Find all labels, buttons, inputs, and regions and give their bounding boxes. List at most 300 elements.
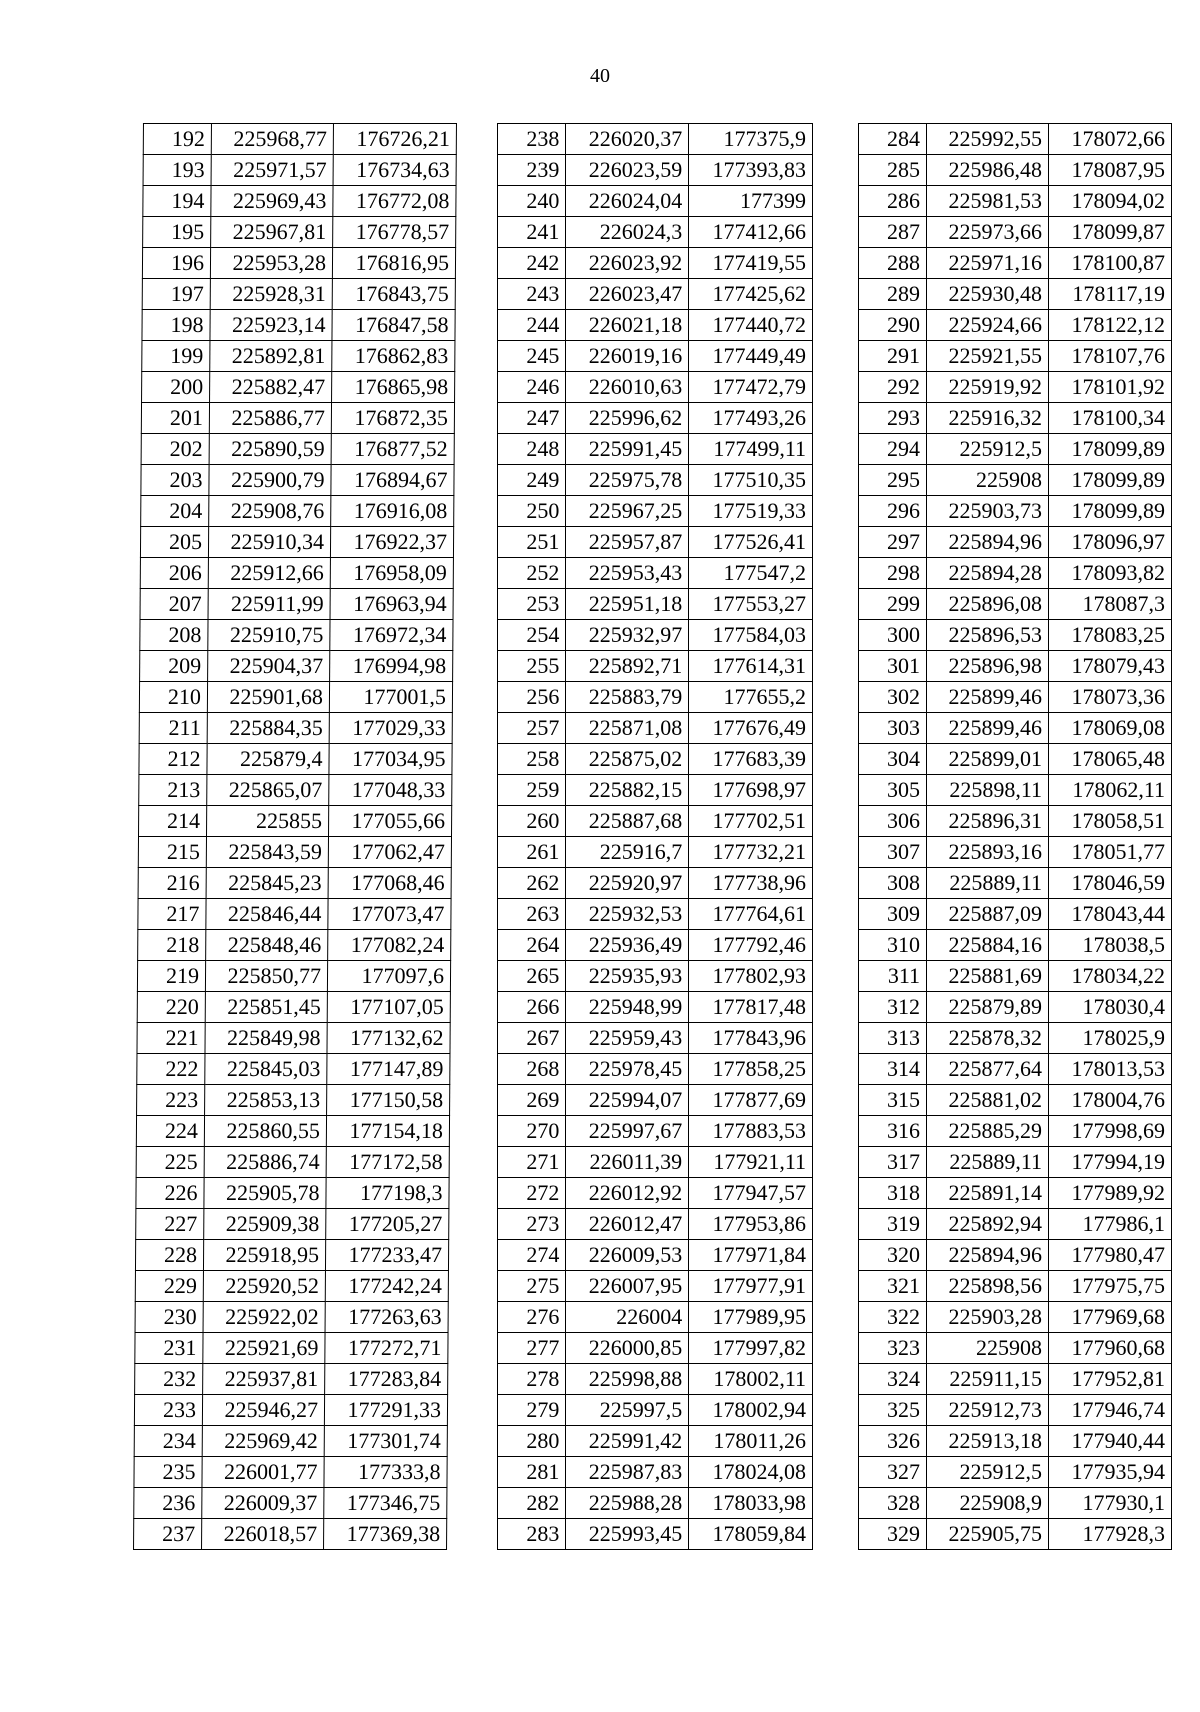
table-row [859, 868, 1172, 899]
y-coordinate-cell: 177472,79 [689, 372, 813, 403]
x-coordinate-cell: 225860,55 [204, 1116, 326, 1147]
x-coordinate-cell: 226023,59 [566, 155, 689, 186]
x-coordinate-cell: 225904,37 [208, 651, 330, 682]
table-row [498, 899, 813, 930]
table-row [141, 403, 454, 434]
table-row [859, 341, 1172, 372]
x-coordinate-cell: 226012,47 [566, 1209, 689, 1240]
table-row [139, 682, 452, 713]
x-coordinate-cell: 225908,76 [209, 496, 331, 527]
point-number-cell: 231 [135, 1333, 203, 1364]
table-row [498, 1023, 813, 1054]
table-row [141, 434, 454, 465]
point-number-cell: 272 [498, 1178, 566, 1209]
y-coordinate-cell: 177172,58 [326, 1147, 449, 1178]
table-row [859, 682, 1172, 713]
point-number-cell: 241 [498, 217, 566, 248]
y-coordinate-cell: 177877,69 [689, 1085, 813, 1116]
y-coordinate-cell: 176865,98 [332, 372, 455, 403]
table-row [142, 248, 455, 279]
table-row [859, 1147, 1172, 1178]
y-coordinate-cell: 177683,39 [689, 744, 813, 775]
coordinate-table-3 [858, 123, 1172, 1550]
point-number-cell: 247 [498, 403, 566, 434]
x-coordinate-cell: 225879,89 [927, 992, 1049, 1023]
point-number-cell: 281 [498, 1457, 566, 1488]
point-number-cell: 313 [859, 1023, 927, 1054]
point-number-cell: 317 [859, 1147, 927, 1178]
y-coordinate-cell: 177029,33 [329, 713, 452, 744]
y-coordinate-cell: 178033,98 [689, 1488, 813, 1519]
x-coordinate-cell: 225918,95 [203, 1240, 325, 1271]
point-number-cell: 291 [859, 341, 927, 372]
y-coordinate-cell: 177952,81 [1049, 1364, 1172, 1395]
point-number-cell: 296 [859, 496, 927, 527]
x-coordinate-cell: 226021,18 [566, 310, 689, 341]
table-row [137, 961, 450, 992]
y-coordinate-cell: 177698,97 [689, 775, 813, 806]
y-coordinate-cell: 178065,48 [1049, 744, 1172, 775]
point-number-cell: 288 [859, 248, 927, 279]
coordinate-table-1 [133, 123, 457, 1550]
point-number-cell: 198 [142, 310, 210, 341]
y-coordinate-cell: 176847,58 [332, 310, 455, 341]
table-row [498, 1209, 813, 1240]
table-row [136, 1147, 449, 1178]
y-coordinate-cell: 177986,1 [1049, 1209, 1172, 1240]
y-coordinate-cell: 178030,4 [1049, 992, 1172, 1023]
point-number-cell: 316 [859, 1116, 927, 1147]
point-number-cell: 239 [498, 155, 566, 186]
point-number-cell: 215 [138, 837, 206, 868]
point-number-cell: 225 [136, 1147, 204, 1178]
table-row [498, 496, 813, 527]
point-number-cell: 220 [137, 992, 205, 1023]
table-row [859, 1519, 1172, 1550]
point-number-cell: 304 [859, 744, 927, 775]
y-coordinate-cell: 177107,05 [327, 992, 450, 1023]
table-row [140, 651, 453, 682]
table-row [859, 1302, 1172, 1333]
point-number-cell: 293 [859, 403, 927, 434]
x-coordinate-cell: 225892,94 [927, 1209, 1049, 1240]
point-number-cell: 328 [859, 1488, 927, 1519]
point-number-cell: 221 [137, 1023, 205, 1054]
y-coordinate-cell: 177082,24 [328, 930, 451, 961]
y-coordinate-cell: 178043,44 [1049, 899, 1172, 930]
y-coordinate-cell: 178002,11 [689, 1364, 813, 1395]
x-coordinate-cell: 226019,16 [566, 341, 689, 372]
point-number-cell: 242 [498, 248, 566, 279]
x-coordinate-cell: 225892,71 [566, 651, 689, 682]
table-row [498, 1426, 813, 1457]
x-coordinate-cell: 225953,43 [566, 558, 689, 589]
point-number-cell: 311 [859, 961, 927, 992]
table-row [498, 744, 813, 775]
point-number-cell: 193 [143, 155, 211, 186]
table-row [498, 775, 813, 806]
y-coordinate-cell: 176877,52 [331, 434, 454, 465]
point-number-cell: 320 [859, 1240, 927, 1271]
table-row [859, 744, 1172, 775]
y-coordinate-cell: 177676,49 [689, 713, 813, 744]
y-coordinate-cell: 177263,63 [325, 1302, 448, 1333]
table-row [498, 1457, 813, 1488]
table-row [859, 620, 1172, 651]
table-row [137, 1023, 450, 1054]
y-coordinate-cell: 177440,72 [689, 310, 813, 341]
table-row [859, 930, 1172, 961]
x-coordinate-cell: 225948,99 [566, 992, 689, 1023]
x-coordinate-cell: 225898,11 [927, 775, 1049, 806]
table-row [498, 620, 813, 651]
y-coordinate-cell: 176958,09 [330, 558, 453, 589]
point-number-cell: 309 [859, 899, 927, 930]
point-number-cell: 197 [142, 279, 210, 310]
point-number-cell: 249 [498, 465, 566, 496]
y-coordinate-cell: 177764,61 [689, 899, 813, 930]
y-coordinate-cell: 177732,21 [689, 837, 813, 868]
table-row [859, 403, 1172, 434]
x-coordinate-cell: 225903,28 [927, 1302, 1049, 1333]
table-row [859, 124, 1172, 155]
table-row [498, 248, 813, 279]
coordinate-table-2 [497, 123, 813, 1550]
point-number-cell: 298 [859, 558, 927, 589]
x-coordinate-cell: 225893,16 [927, 837, 1049, 868]
y-coordinate-cell: 177997,82 [689, 1333, 813, 1364]
table-row [498, 837, 813, 868]
table-row [135, 1364, 448, 1395]
y-coordinate-cell: 176816,95 [332, 248, 455, 279]
x-coordinate-cell: 225896,98 [927, 651, 1049, 682]
y-coordinate-cell: 178073,36 [1049, 682, 1172, 713]
x-coordinate-cell: 225991,42 [566, 1426, 689, 1457]
y-coordinate-cell: 177068,46 [328, 868, 451, 899]
table-row [137, 1054, 450, 1085]
table-row [859, 837, 1172, 868]
point-number-cell: 259 [498, 775, 566, 806]
page-number: 40 [590, 65, 610, 87]
x-coordinate-cell: 225946,27 [202, 1395, 324, 1426]
x-coordinate-cell: 225905,78 [204, 1178, 326, 1209]
y-coordinate-cell: 177291,33 [324, 1395, 447, 1426]
point-number-cell: 234 [134, 1426, 202, 1457]
x-coordinate-cell: 225877,64 [927, 1054, 1049, 1085]
point-number-cell: 310 [859, 930, 927, 961]
y-coordinate-cell: 178034,22 [1049, 961, 1172, 992]
table-row [139, 744, 452, 775]
table-row [859, 1457, 1172, 1488]
x-coordinate-cell: 226023,47 [566, 279, 689, 310]
table-row [859, 775, 1172, 806]
x-coordinate-cell: 225920,52 [203, 1271, 325, 1302]
point-number-cell: 255 [498, 651, 566, 682]
y-coordinate-cell: 177154,18 [326, 1116, 449, 1147]
point-number-cell: 204 [141, 496, 209, 527]
y-coordinate-cell: 178099,89 [1049, 465, 1172, 496]
table-row [143, 124, 456, 155]
table-row [498, 527, 813, 558]
x-coordinate-cell: 225919,92 [927, 372, 1049, 403]
point-number-cell: 243 [498, 279, 566, 310]
point-number-cell: 207 [140, 589, 208, 620]
y-coordinate-cell: 177419,55 [689, 248, 813, 279]
x-coordinate-cell: 225921,69 [203, 1333, 325, 1364]
y-coordinate-cell: 178099,89 [1049, 496, 1172, 527]
table-row [140, 589, 453, 620]
x-coordinate-cell: 225901,68 [207, 682, 329, 713]
x-coordinate-cell: 225957,87 [566, 527, 689, 558]
x-coordinate-cell: 225905,75 [927, 1519, 1049, 1550]
table-row [859, 961, 1172, 992]
y-coordinate-cell: 177272,71 [325, 1333, 448, 1364]
x-coordinate-cell: 225908 [927, 1333, 1049, 1364]
table-row [140, 620, 453, 651]
x-coordinate-cell: 225850,77 [205, 961, 327, 992]
table-row [859, 899, 1172, 930]
table-row [498, 1302, 813, 1333]
x-coordinate-cell: 225967,81 [211, 217, 333, 248]
x-coordinate-cell: 225913,18 [927, 1426, 1049, 1457]
table-row [498, 155, 813, 186]
y-coordinate-cell: 178117,19 [1049, 279, 1172, 310]
x-coordinate-cell: 225912,5 [927, 434, 1049, 465]
x-coordinate-cell: 225969,42 [202, 1426, 324, 1457]
y-coordinate-cell: 178094,02 [1049, 186, 1172, 217]
x-coordinate-cell: 225896,53 [927, 620, 1049, 651]
table-row [138, 837, 451, 868]
point-number-cell: 261 [498, 837, 566, 868]
y-coordinate-cell: 177048,33 [329, 775, 452, 806]
x-coordinate-cell: 226004 [566, 1302, 689, 1333]
point-number-cell: 279 [498, 1395, 566, 1426]
table-row [498, 1519, 813, 1550]
point-number-cell: 214 [139, 806, 207, 837]
table-row [859, 248, 1172, 279]
point-number-cell: 203 [141, 465, 209, 496]
x-coordinate-cell: 225900,79 [209, 465, 331, 496]
y-coordinate-cell: 176894,67 [331, 465, 454, 496]
point-number-cell: 305 [859, 775, 927, 806]
x-coordinate-cell: 225890,59 [209, 434, 331, 465]
y-coordinate-cell: 177519,33 [689, 496, 813, 527]
table-row [859, 279, 1172, 310]
y-coordinate-cell: 177001,5 [329, 682, 452, 713]
y-coordinate-cell: 177301,74 [324, 1426, 447, 1457]
table-row [498, 310, 813, 341]
table-row [139, 775, 452, 806]
table-row [498, 124, 813, 155]
point-number-cell: 254 [498, 620, 566, 651]
x-coordinate-cell: 226009,37 [202, 1488, 324, 1519]
table-row [143, 186, 456, 217]
x-coordinate-cell: 225996,62 [566, 403, 689, 434]
point-number-cell: 308 [859, 868, 927, 899]
y-coordinate-cell: 177930,1 [1049, 1488, 1172, 1519]
x-coordinate-cell: 225923,14 [210, 310, 332, 341]
y-coordinate-cell: 176916,08 [331, 496, 454, 527]
y-coordinate-cell: 177346,75 [324, 1488, 447, 1519]
y-coordinate-cell: 177802,93 [689, 961, 813, 992]
point-number-cell: 326 [859, 1426, 927, 1457]
point-number-cell: 273 [498, 1209, 566, 1240]
y-coordinate-cell: 177526,41 [689, 527, 813, 558]
table-row [135, 1302, 448, 1333]
table-row [498, 806, 813, 837]
y-coordinate-cell: 177150,58 [327, 1085, 450, 1116]
point-number-cell: 274 [498, 1240, 566, 1271]
y-coordinate-cell: 178024,08 [689, 1457, 813, 1488]
x-coordinate-cell: 225991,45 [566, 434, 689, 465]
point-number-cell: 201 [141, 403, 209, 434]
y-coordinate-cell: 178100,34 [1049, 403, 1172, 434]
x-coordinate-cell: 225884,16 [927, 930, 1049, 961]
y-coordinate-cell: 178002,94 [689, 1395, 813, 1426]
point-number-cell: 323 [859, 1333, 927, 1364]
y-coordinate-cell: 177399 [689, 186, 813, 217]
y-coordinate-cell: 176726,21 [333, 124, 456, 155]
table-row [136, 1116, 449, 1147]
table-row [138, 868, 451, 899]
y-coordinate-cell: 178096,97 [1049, 527, 1172, 558]
table-row [134, 1519, 447, 1550]
point-number-cell: 324 [859, 1364, 927, 1395]
x-coordinate-cell: 226007,95 [566, 1271, 689, 1302]
x-coordinate-cell: 226011,39 [566, 1147, 689, 1178]
x-coordinate-cell: 225910,75 [208, 620, 330, 651]
point-number-cell: 283 [498, 1519, 566, 1550]
y-coordinate-cell: 178025,9 [1049, 1023, 1172, 1054]
y-coordinate-cell: 177062,47 [328, 837, 451, 868]
x-coordinate-cell: 225912,5 [927, 1457, 1049, 1488]
table-row [136, 1178, 449, 1209]
y-coordinate-cell: 178087,3 [1049, 589, 1172, 620]
x-coordinate-cell: 225882,15 [566, 775, 689, 806]
y-coordinate-cell: 176778,57 [333, 217, 456, 248]
point-number-cell: 230 [135, 1302, 203, 1333]
table-row [498, 1147, 813, 1178]
table-row [142, 372, 455, 403]
x-coordinate-cell: 225845,03 [205, 1054, 327, 1085]
x-coordinate-cell: 225998,88 [566, 1364, 689, 1395]
x-coordinate-cell: 225912,66 [208, 558, 330, 589]
x-coordinate-cell: 225924,66 [927, 310, 1049, 341]
x-coordinate-cell: 225908,9 [927, 1488, 1049, 1519]
y-coordinate-cell: 178072,66 [1049, 124, 1172, 155]
x-coordinate-cell: 225886,77 [209, 403, 331, 434]
x-coordinate-cell: 225889,11 [927, 868, 1049, 899]
x-coordinate-cell: 225899,46 [927, 682, 1049, 713]
point-number-cell: 224 [136, 1116, 204, 1147]
y-coordinate-cell: 177817,48 [689, 992, 813, 1023]
point-number-cell: 271 [498, 1147, 566, 1178]
point-number-cell: 238 [498, 124, 566, 155]
x-coordinate-cell: 225899,01 [927, 744, 1049, 775]
table-row [498, 1333, 813, 1364]
y-coordinate-cell: 178101,92 [1049, 372, 1172, 403]
table-row [859, 992, 1172, 1023]
point-number-cell: 312 [859, 992, 927, 1023]
x-coordinate-cell: 226010,63 [566, 372, 689, 403]
y-coordinate-cell: 178011,26 [689, 1426, 813, 1457]
x-coordinate-cell: 225898,56 [927, 1271, 1049, 1302]
table-row [140, 527, 453, 558]
table-row [138, 899, 451, 930]
table-row [498, 1395, 813, 1426]
point-number-cell: 245 [498, 341, 566, 372]
x-coordinate-cell: 225987,83 [566, 1457, 689, 1488]
x-coordinate-cell: 225846,44 [206, 899, 328, 930]
y-coordinate-cell: 177980,47 [1049, 1240, 1172, 1271]
x-coordinate-cell: 225843,59 [206, 837, 328, 868]
y-coordinate-cell: 177975,75 [1049, 1271, 1172, 1302]
table-row [141, 496, 454, 527]
table-row [859, 1426, 1172, 1457]
point-number-cell: 235 [134, 1457, 202, 1488]
point-number-cell: 299 [859, 589, 927, 620]
x-coordinate-cell: 225986,48 [927, 155, 1049, 186]
x-coordinate-cell: 225881,69 [927, 961, 1049, 992]
table-row [135, 1333, 448, 1364]
y-coordinate-cell: 177935,94 [1049, 1457, 1172, 1488]
point-number-cell: 275 [498, 1271, 566, 1302]
table-row [859, 372, 1172, 403]
table-row [141, 465, 454, 496]
x-coordinate-cell: 225885,29 [927, 1116, 1049, 1147]
x-coordinate-cell: 225851,45 [205, 992, 327, 1023]
point-number-cell: 195 [143, 217, 211, 248]
y-coordinate-cell: 177034,95 [329, 744, 452, 775]
x-coordinate-cell: 225951,18 [566, 589, 689, 620]
point-number-cell: 206 [140, 558, 208, 589]
point-number-cell: 222 [137, 1054, 205, 1085]
y-coordinate-cell: 176963,94 [330, 589, 453, 620]
y-coordinate-cell: 176734,63 [333, 155, 456, 186]
x-coordinate-cell: 225871,08 [566, 713, 689, 744]
y-coordinate-cell: 177233,47 [325, 1240, 448, 1271]
x-coordinate-cell: 225911,99 [208, 589, 330, 620]
y-coordinate-cell: 177994,19 [1049, 1147, 1172, 1178]
y-coordinate-cell: 177499,11 [689, 434, 813, 465]
table-row [859, 527, 1172, 558]
point-number-cell: 263 [498, 899, 566, 930]
x-coordinate-cell: 225911,15 [927, 1364, 1049, 1395]
point-number-cell: 194 [143, 186, 211, 217]
y-coordinate-cell: 178059,84 [689, 1519, 813, 1550]
table-row [498, 589, 813, 620]
y-coordinate-cell: 178087,95 [1049, 155, 1172, 186]
x-coordinate-cell: 225894,96 [927, 1240, 1049, 1271]
y-coordinate-cell: 177425,62 [689, 279, 813, 310]
point-number-cell: 315 [859, 1085, 927, 1116]
table-row [859, 434, 1172, 465]
point-number-cell: 287 [859, 217, 927, 248]
table-row [498, 713, 813, 744]
x-coordinate-cell: 225922,02 [203, 1302, 325, 1333]
point-number-cell: 300 [859, 620, 927, 651]
point-number-cell: 253 [498, 589, 566, 620]
table-row [859, 1116, 1172, 1147]
table-row [498, 341, 813, 372]
x-coordinate-cell: 225853,13 [205, 1085, 327, 1116]
point-number-cell: 210 [139, 682, 207, 713]
point-number-cell: 267 [498, 1023, 566, 1054]
y-coordinate-cell: 176994,98 [330, 651, 453, 682]
y-coordinate-cell: 177883,53 [689, 1116, 813, 1147]
point-number-cell: 212 [139, 744, 207, 775]
y-coordinate-cell: 178099,89 [1049, 434, 1172, 465]
